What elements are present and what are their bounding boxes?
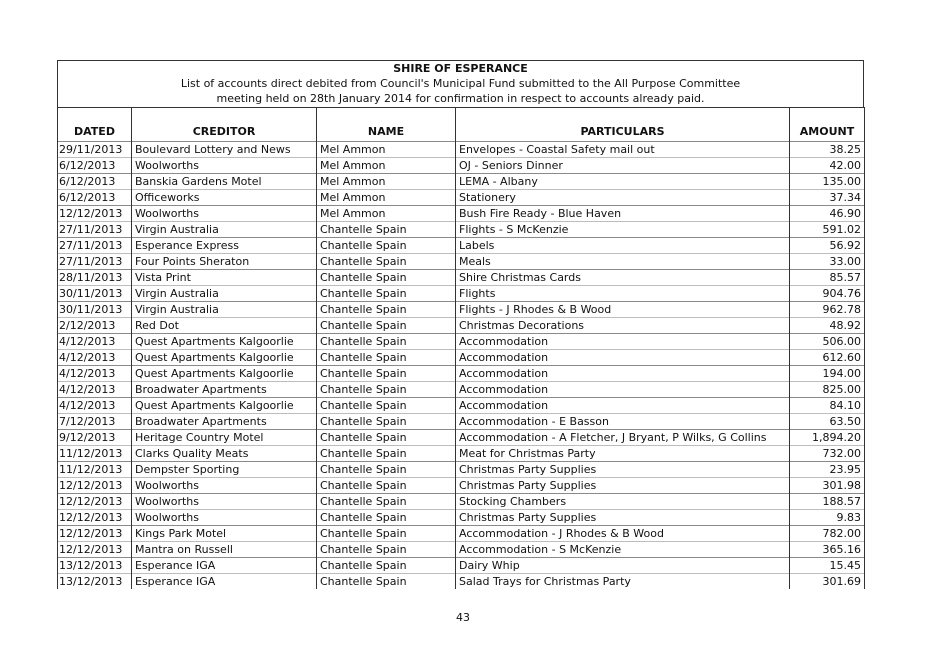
cell-name: Chantelle Spain [317,350,456,366]
cell-dated: 11/12/2013 [58,462,132,478]
cell-name: Chantelle Spain [317,334,456,350]
cell-dated: 11/12/2013 [58,446,132,462]
cell-creditor: Virgin Australia [132,222,317,238]
cell-name: Chantelle Spain [317,382,456,398]
table-header-row [58,108,865,142]
cell-particulars: Envelopes - Coastal Safety mail out [456,142,790,158]
cell-creditor: Woolworths [132,206,317,222]
cell-dated: 6/12/2013 [58,158,132,174]
cell-name: Mel Ammon [317,206,456,222]
cell-dated: 12/12/2013 [58,494,132,510]
cell-dated: 27/11/2013 [58,222,132,238]
cell-creditor: Officeworks [132,190,317,206]
cell-amount: 85.57 [790,270,865,286]
cell-dated: 30/11/2013 [58,302,132,318]
cell-amount: 962.78 [790,302,865,318]
column-header-creditor: CREDITOR [132,108,317,142]
cell-creditor: Woolworths [132,494,317,510]
table-row [58,526,865,542]
cell-name: Chantelle Spain [317,446,456,462]
document-title: SHIRE OF ESPERANCE [393,62,528,75]
cell-particulars: LEMA - Albany [456,174,790,190]
cell-particulars: Stocking Chambers [456,494,790,510]
cell-particulars: Meals [456,254,790,270]
table-row [58,302,865,318]
cell-creditor: Quest Apartments Kalgoorlie [132,398,317,414]
page-number: 43 [456,611,470,624]
cell-particulars: Labels [456,238,790,254]
cell-particulars: Accommodation - J Rhodes & B Wood [456,526,790,542]
cell-amount: 1,894.20 [790,430,865,446]
column-header-dated: DATED [58,108,132,142]
cell-amount: 84.10 [790,398,865,414]
cell-name: Chantelle Spain [317,270,456,286]
accounts-table [57,107,865,589]
cell-dated: 6/12/2013 [58,174,132,190]
cell-particulars: Bush Fire Ready - Blue Haven [456,206,790,222]
cell-amount: 591.02 [790,222,865,238]
cell-creditor: Mantra on Russell [132,542,317,558]
cell-particulars: Flights - J Rhodes & B Wood [456,302,790,318]
document-subtitle-line1: List of accounts direct debited from Council's Municipal Fund submitted to the All Purpose Committee [180,77,741,90]
cell-amount: 904.76 [790,286,865,302]
cell-particulars: Flights - S McKenzie [456,222,790,238]
table-row [58,158,865,174]
cell-name: Chantelle Spain [317,302,456,318]
cell-dated: 13/12/2013 [58,574,132,590]
table-row [58,494,865,510]
cell-amount: 825.00 [790,382,865,398]
cell-creditor: Banskia Gardens Motel [132,174,317,190]
cell-name: Chantelle Spain [317,526,456,542]
cell-amount: 301.69 [790,574,865,590]
cell-name: Chantelle Spain [317,254,456,270]
table-row [58,190,865,206]
cell-name: Chantelle Spain [317,238,456,254]
table-row [58,462,865,478]
cell-amount: 188.57 [790,494,865,510]
cell-particulars: Accommodation [456,350,790,366]
cell-amount: 9.83 [790,510,865,526]
cell-creditor: Vista Print [132,270,317,286]
cell-dated: 9/12/2013 [58,430,132,446]
cell-creditor: Dempster Sporting [132,462,317,478]
table-row [58,366,865,382]
cell-dated: 12/12/2013 [58,510,132,526]
cell-dated: 28/11/2013 [58,270,132,286]
table-row [58,350,865,366]
cell-dated: 4/12/2013 [58,334,132,350]
cell-creditor: Boulevard Lottery and News [132,142,317,158]
cell-amount: 194.00 [790,366,865,382]
page-footer [0,611,928,645]
cell-dated: 12/12/2013 [58,206,132,222]
table-row [58,414,865,430]
cell-creditor: Red Dot [132,318,317,334]
cell-amount: 42.00 [790,158,865,174]
cell-dated: 4/12/2013 [58,350,132,366]
cell-dated: 27/11/2013 [58,238,132,254]
cell-name: Chantelle Spain [317,414,456,430]
cell-particulars: Accommodation [456,398,790,414]
cell-creditor: Woolworths [132,478,317,494]
cell-amount: 506.00 [790,334,865,350]
cell-creditor: Woolworths [132,510,317,526]
cell-creditor: Four Points Sheraton [132,254,317,270]
cell-particulars: Accommodation - S McKenzie [456,542,790,558]
cell-particulars: Flights [456,286,790,302]
cell-amount: 48.92 [790,318,865,334]
cell-creditor: Virgin Australia [132,302,317,318]
cell-dated: 30/11/2013 [58,286,132,302]
cell-dated: 27/11/2013 [58,254,132,270]
cell-particulars: Christmas Party Supplies [456,510,790,526]
cell-dated: 2/12/2013 [58,318,132,334]
table-row [58,174,865,190]
cell-name: Chantelle Spain [317,366,456,382]
cell-particulars: Stationery [456,190,790,206]
table-row [58,446,865,462]
cell-name: Mel Ammon [317,142,456,158]
cell-creditor: Virgin Australia [132,286,317,302]
cell-amount: 38.25 [790,142,865,158]
column-header-amount: AMOUNT [790,108,865,142]
table-row [58,382,865,398]
cell-dated: 13/12/2013 [58,558,132,574]
cell-particulars: Meat for Christmas Party [456,446,790,462]
cell-dated: 29/11/2013 [58,142,132,158]
table-row [58,254,865,270]
cell-dated: 7/12/2013 [58,414,132,430]
cell-name: Mel Ammon [317,190,456,206]
column-header-name: NAME [317,108,456,142]
cell-particulars: Christmas Decorations [456,318,790,334]
table-row [58,558,865,574]
table-row [58,510,865,526]
cell-name: Chantelle Spain [317,494,456,510]
cell-dated: 12/12/2013 [58,478,132,494]
cell-name: Chantelle Spain [317,222,456,238]
cell-name: Chantelle Spain [317,318,456,334]
cell-particulars: Accommodation [456,334,790,350]
cell-name: Chantelle Spain [317,478,456,494]
cell-creditor: Woolworths [132,158,317,174]
cell-dated: 4/12/2013 [58,382,132,398]
table-row [58,334,865,350]
cell-amount: 56.92 [790,238,865,254]
table-row [58,478,865,494]
table-row [58,430,865,446]
title-block [57,60,864,107]
cell-creditor: Broadwater Apartments [132,382,317,398]
table-row [58,574,865,590]
cell-amount: 732.00 [790,446,865,462]
document-subtitle-line2: meeting held on 28th January 2014 for confirmation in respect to accounts already paid. [216,92,705,105]
cell-creditor: Kings Park Motel [132,526,317,542]
column-header-particulars: PARTICULARS [456,108,790,142]
table-row [58,222,865,238]
cell-name: Chantelle Spain [317,398,456,414]
cell-name: Chantelle Spain [317,558,456,574]
cell-amount: 782.00 [790,526,865,542]
cell-particulars: Accommodation - E Basson [456,414,790,430]
cell-name: Mel Ammon [317,174,456,190]
cell-particulars: Accommodation [456,366,790,382]
cell-amount: 15.45 [790,558,865,574]
cell-amount: 33.00 [790,254,865,270]
cell-name: Chantelle Spain [317,542,456,558]
table-row [58,270,865,286]
cell-amount: 63.50 [790,414,865,430]
cell-creditor: Clarks Quality Meats [132,446,317,462]
table-row [58,142,865,158]
cell-particulars: Christmas Party Supplies [456,462,790,478]
cell-amount: 135.00 [790,174,865,190]
cell-particulars: Accommodation - A Fletcher, J Bryant, P Wilks, G Collins [456,430,790,446]
cell-name: Chantelle Spain [317,286,456,302]
cell-name: Mel Ammon [317,158,456,174]
cell-amount: 301.98 [790,478,865,494]
cell-amount: 46.90 [790,206,865,222]
cell-particulars: Dairy Whip [456,558,790,574]
cell-creditor: Quest Apartments Kalgoorlie [132,350,317,366]
cell-particulars: Accommodation [456,382,790,398]
table-row [58,286,865,302]
cell-name: Chantelle Spain [317,462,456,478]
cell-name: Chantelle Spain [317,430,456,446]
cell-creditor: Esperance IGA [132,558,317,574]
cell-creditor: Broadwater Apartments [132,414,317,430]
cell-amount: 365.16 [790,542,865,558]
cell-creditor: Esperance Express [132,238,317,254]
table-body [58,142,865,590]
cell-creditor: Quest Apartments Kalgoorlie [132,334,317,350]
cell-amount: 612.60 [790,350,865,366]
cell-name: Chantelle Spain [317,574,456,590]
cell-creditor: Esperance IGA [132,574,317,590]
accounts-document [57,0,864,589]
cell-dated: 4/12/2013 [58,366,132,382]
cell-amount: 37.34 [790,190,865,206]
table-row [58,318,865,334]
cell-dated: 12/12/2013 [58,526,132,542]
cell-dated: 12/12/2013 [58,542,132,558]
table-row [58,238,865,254]
cell-creditor: Quest Apartments Kalgoorlie [132,366,317,382]
cell-dated: 4/12/2013 [58,398,132,414]
table-row [58,542,865,558]
cell-particulars: Shire Christmas Cards [456,270,790,286]
cell-name: Chantelle Spain [317,510,456,526]
cell-amount: 23.95 [790,462,865,478]
cell-dated: 6/12/2013 [58,190,132,206]
cell-particulars: Christmas Party Supplies [456,478,790,494]
cell-creditor: Heritage Country Motel [132,430,317,446]
cell-particulars: Salad Trays for Christmas Party [456,574,790,590]
table-row [58,206,865,222]
table-row [58,398,865,414]
cell-particulars: OJ - Seniors Dinner [456,158,790,174]
